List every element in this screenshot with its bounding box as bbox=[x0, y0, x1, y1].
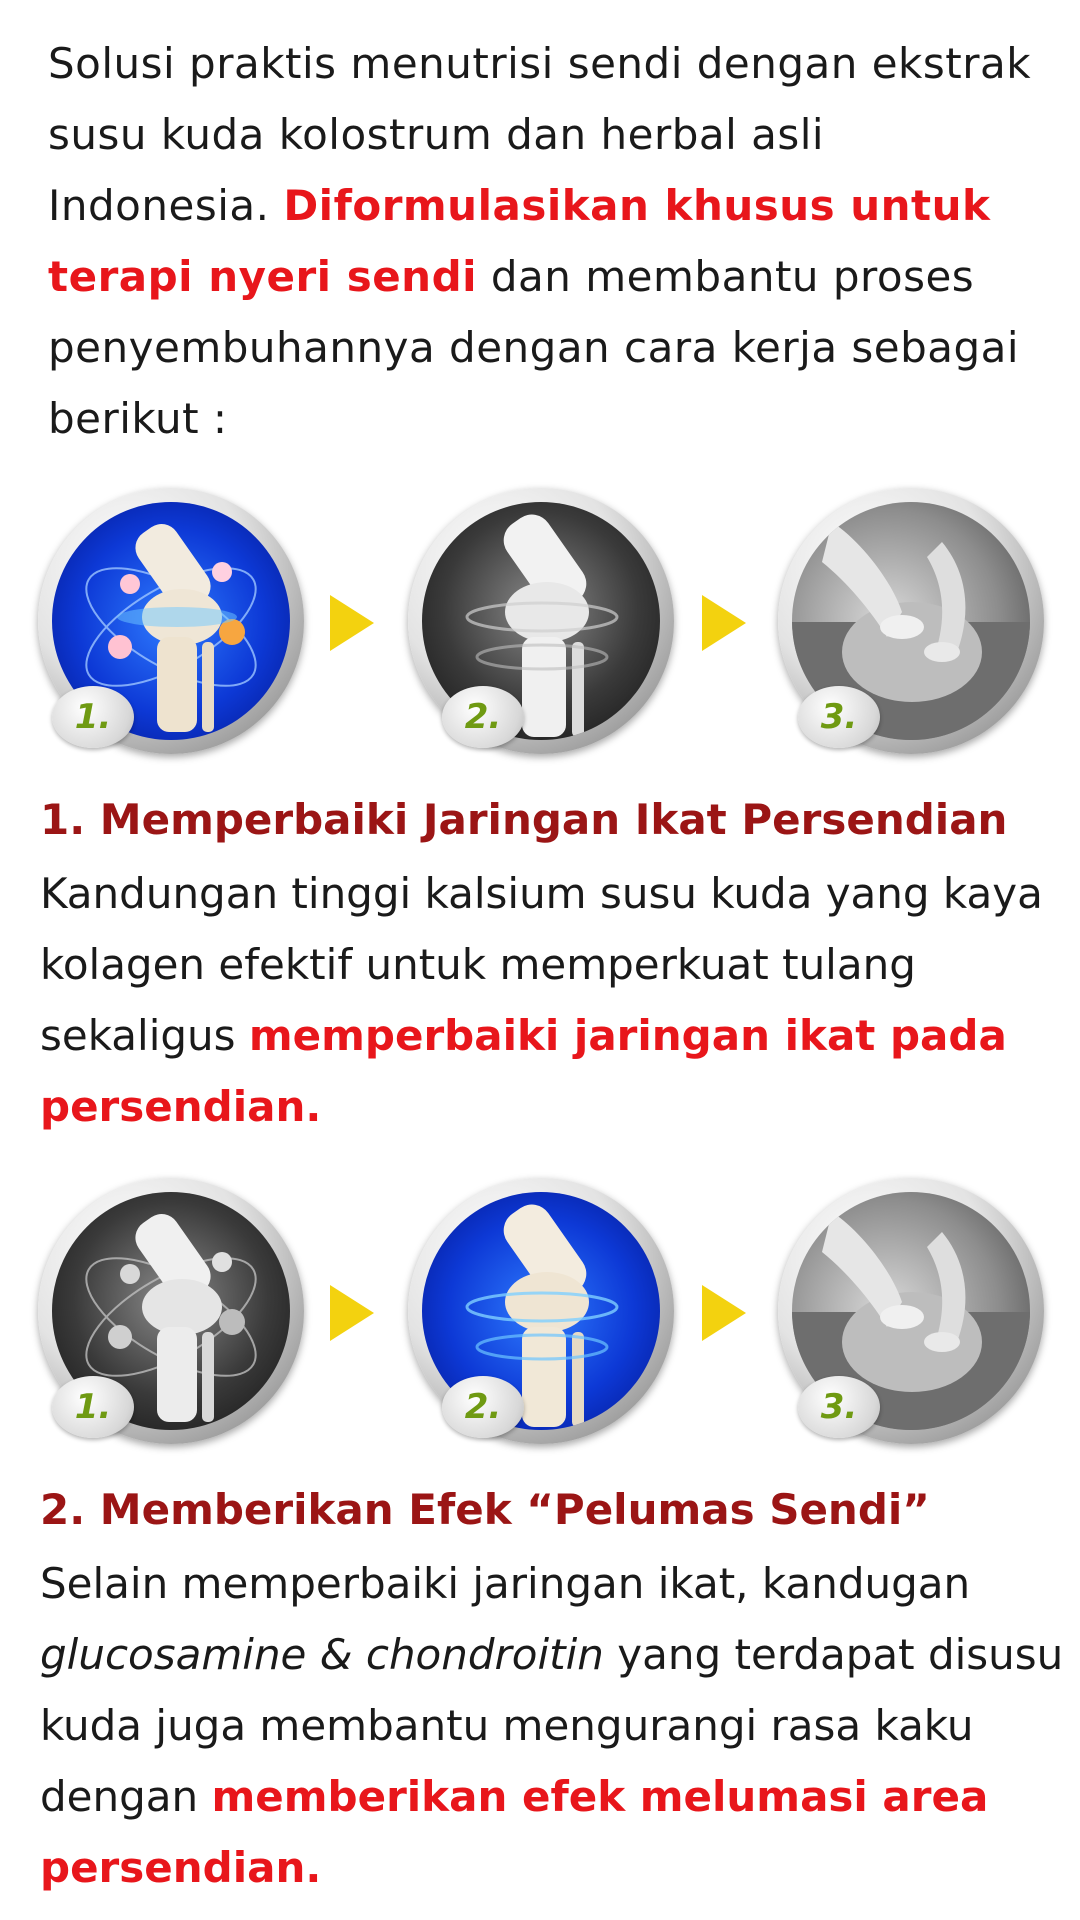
section-2-italic: glucosamine & chondroitin bbox=[40, 1630, 604, 1679]
steps-row-1 bbox=[0, 488, 1080, 778]
section-1-title: 1. Memperbaiki Jaringan Ikat Persendian bbox=[40, 795, 1008, 844]
section-1-body bbox=[40, 858, 1070, 1142]
step-1-image bbox=[38, 1178, 308, 1448]
intro-text-end: dan membantu proses penyembuhannya dengan cara kerja sebagai berikut : bbox=[48, 252, 1020, 443]
intro-highlight: Diformulasikan khusus untuk terapi nyeri sendi bbox=[48, 181, 991, 301]
intro-paragraph bbox=[48, 28, 1058, 454]
section-2-text: Selain memperbaiki jaringan ikat, kandugan bbox=[40, 1559, 971, 1608]
section-2-body bbox=[40, 1548, 1070, 1903]
step-number-badge: 2. bbox=[442, 1376, 524, 1438]
step-number-badge: 2. bbox=[442, 686, 524, 748]
section-2-title: 2. Memberikan Efek “Pelumas Sendi” bbox=[40, 1485, 930, 1534]
step-2-image bbox=[408, 1178, 678, 1448]
steps-row-2 bbox=[0, 1178, 1080, 1468]
arrow-right-icon bbox=[330, 1285, 374, 1341]
step-number-badge: 3. bbox=[798, 686, 880, 748]
step-number-badge: 1. bbox=[52, 1376, 134, 1438]
arrow-right-icon bbox=[702, 595, 746, 651]
section-1-highlight: memperbaiki jaringan ikat pada persendian. bbox=[40, 1011, 1007, 1131]
section-1-text: Kandungan tinggi kalsium susu kuda yang kaya kolagen efektif untuk memperkuat tulang sekaligus bbox=[40, 869, 1043, 1060]
step-1-image bbox=[38, 488, 308, 758]
step-number-badge: 1. bbox=[52, 686, 134, 748]
intro-text: Solusi praktis menutrisi sendi dengan ekstrak susu kuda kolostrum dan herbal asli Indonesia. bbox=[48, 39, 1032, 230]
step-number-badge: 3. bbox=[798, 1376, 880, 1438]
arrow-right-icon bbox=[702, 1285, 746, 1341]
section-2-highlight: memberikan efek melumasi area persendian. bbox=[40, 1772, 989, 1892]
step-3-image bbox=[778, 488, 1048, 758]
step-2-image bbox=[408, 488, 678, 758]
section-2-text-cont: yang terdapat disusu kuda juga membantu mengurangi rasa kaku dengan bbox=[40, 1630, 1064, 1821]
step-3-image bbox=[778, 1178, 1048, 1448]
arrow-right-icon bbox=[330, 595, 374, 651]
